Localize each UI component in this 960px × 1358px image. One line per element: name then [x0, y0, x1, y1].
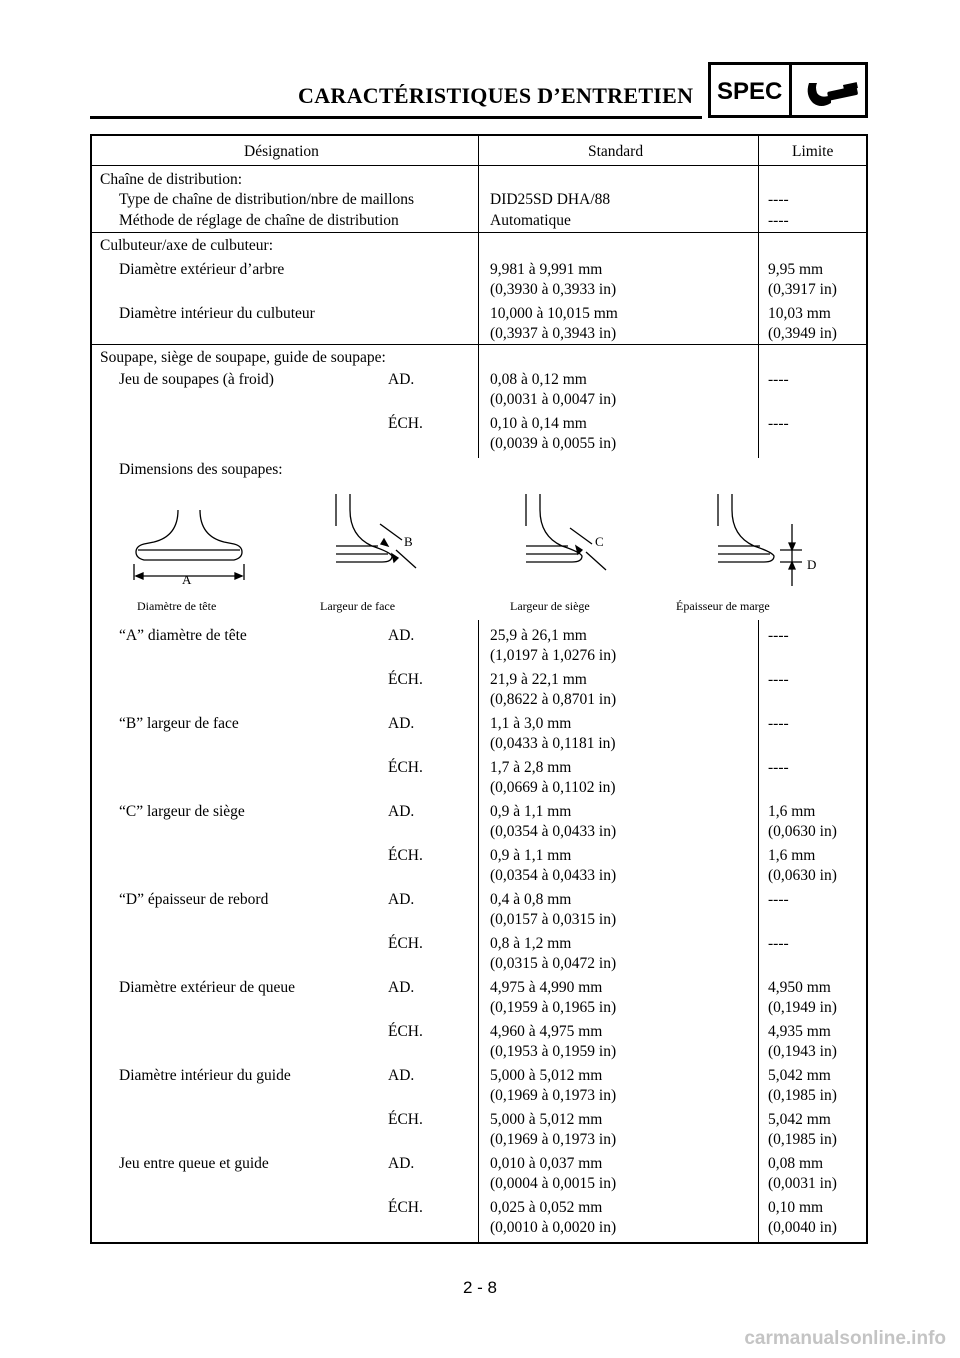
header-rule — [92, 165, 866, 166]
limit-value: 4,935 mm — [768, 1023, 831, 1040]
limit-value: ---- — [768, 627, 789, 644]
standard-value: 21,9 à 22,1 mm — [490, 671, 587, 688]
standard-value: 5,000 à 5,012 mm — [490, 1111, 603, 1128]
standard-value: 0,9 à 1,1 mm — [490, 847, 572, 864]
standard-value-inch: (0,0669 à 0,1102 in) — [490, 779, 616, 796]
row-label: Diamètre intérieur du guide — [119, 1067, 291, 1084]
column-header: Limite — [792, 143, 834, 160]
column-divider — [758, 620, 759, 1244]
title-rule — [90, 116, 702, 119]
section-heading: Soupape, siège de soupape, guide de soupape: — [100, 349, 386, 366]
limit-value: ---- — [768, 371, 789, 388]
valve-side: ÉCH. — [388, 1023, 423, 1040]
row-label: “A” diamètre de tête — [119, 627, 247, 644]
standard-value: 1,7 à 2,8 mm — [490, 759, 572, 776]
limit-value: 1,6 mm — [768, 847, 816, 864]
limit-value-inch: (0,3917 in) — [768, 281, 837, 298]
standard-value-inch: (0,3937 à 0,3943 in) — [490, 325, 617, 342]
standard-value-inch: (0,0354 à 0,0433 in) — [490, 867, 617, 884]
limit-value: ---- — [768, 891, 789, 908]
valve-side: AD. — [388, 627, 415, 644]
section-rule — [92, 232, 866, 233]
watermark: carmanualsonline.info — [744, 1328, 946, 1349]
valve-side: AD. — [388, 979, 415, 996]
valve-side: ÉCH. — [388, 759, 423, 776]
section-rule — [92, 344, 866, 345]
diagram-letter: B — [404, 534, 413, 549]
limit-value-inch: (0,1985 in) — [768, 1087, 837, 1104]
limit-value-inch: (0,0630 in) — [768, 823, 837, 840]
page-number: 2 - 8 — [462, 1278, 498, 1297]
row-label: “B” largeur de face — [119, 715, 239, 732]
valve-side: AD. — [388, 891, 415, 908]
limit-value: ---- — [768, 935, 789, 952]
standard-value: 10,000 à 10,015 mm — [490, 305, 618, 322]
limit-value: 9,95 mm — [768, 261, 824, 278]
spec-table — [90, 134, 868, 1244]
standard-value-inch: (0,1953 à 0,1959 in) — [490, 1043, 617, 1060]
standard-value-inch: (1,0197 à 1,0276 in) — [490, 647, 617, 664]
limit-value-inch: (0,1949 in) — [768, 999, 837, 1016]
row-label: Diamètre intérieur du culbuteur — [119, 305, 315, 322]
row-label: Méthode de réglage de chaîne de distribution — [119, 212, 399, 229]
row-label: Diamètre extérieur d’arbre — [119, 261, 285, 278]
column-header: Standard — [588, 143, 644, 160]
standard-value-inch: (0,0433 à 0,1181 in) — [490, 735, 616, 752]
standard-value-inch: (0,8622 à 0,8701 in) — [490, 691, 617, 708]
wrench-icon — [799, 73, 861, 113]
diagram-caption: Diamètre de tête — [137, 599, 217, 613]
diagram-letter: A — [182, 572, 192, 587]
spec-badge-text: SPEC — [717, 78, 783, 105]
limit-value-inch: (0,3949 in) — [768, 325, 837, 342]
limit-value-inch: (0,0630 in) — [768, 867, 837, 884]
limit-value-inch: (0,0040 in) — [768, 1219, 837, 1236]
limit-value: 10,03 mm — [768, 305, 831, 322]
standard-value: 4,975 à 4,990 mm — [490, 979, 603, 996]
spec-badge — [708, 62, 868, 118]
limit-value-inch: (0,0031 in) — [768, 1175, 837, 1192]
standard-value-inch: (0,3930 à 0,3933 in) — [490, 281, 617, 298]
valve-side: AD. — [388, 371, 415, 388]
diagram-caption: Largeur de siège — [510, 599, 590, 613]
standard-value-inch: (0,1969 à 0,1973 in) — [490, 1131, 617, 1148]
row-label: Dimensions des soupapes: — [119, 461, 283, 478]
standard-value: 0,025 à 0,052 mm — [490, 1199, 603, 1216]
valve-side: ÉCH. — [388, 415, 423, 432]
diagram-letter: D — [807, 557, 817, 572]
standard-value: 5,000 à 5,012 mm — [490, 1067, 603, 1084]
standard-value: 0,4 à 0,8 mm — [490, 891, 572, 908]
diagram-letter: C — [595, 534, 604, 549]
row-label: “C” largeur de siège — [119, 803, 245, 820]
limit-value: ---- — [768, 671, 789, 688]
column-divider — [478, 136, 479, 458]
standard-value: 4,960 à 4,975 mm — [490, 1023, 603, 1040]
standard-value: 0,8 à 1,2 mm — [490, 935, 572, 952]
section-heading: Chaîne de distribution: — [100, 171, 243, 188]
valve-side: AD. — [388, 1155, 415, 1172]
standard-value-inch: (0,0039 à 0,0055 in) — [490, 435, 617, 452]
diagram-caption: Largeur de face — [320, 599, 396, 613]
limit-value-inch: (0,1943 in) — [768, 1043, 837, 1060]
standard-value: 1,1 à 3,0 mm — [490, 715, 572, 732]
limit-value: ---- — [768, 191, 789, 208]
standard-value: 25,9 à 26,1 mm — [490, 627, 587, 644]
valve-side: ÉCH. — [388, 1111, 423, 1128]
standard-value: 0,10 à 0,14 mm — [490, 415, 587, 432]
column-divider — [478, 620, 479, 1244]
row-label: “D” épaisseur de rebord — [119, 891, 269, 908]
valve-side: ÉCH. — [388, 935, 423, 952]
standard-value: Automatique — [490, 212, 571, 229]
column-divider — [758, 136, 759, 458]
row-label: Diamètre extérieur de queue — [119, 979, 296, 996]
valve-side: AD. — [388, 715, 415, 732]
limit-value: ---- — [768, 759, 789, 776]
valve-side: AD. — [388, 803, 415, 820]
standard-value: 9,981 à 9,991 mm — [490, 261, 603, 278]
standard-value-inch: (0,0004 à 0,0015 in) — [490, 1175, 617, 1192]
standard-value: 0,9 à 1,1 mm — [490, 803, 572, 820]
standard-value: 0,010 à 0,037 mm — [490, 1155, 603, 1172]
standard-value-inch: (0,0157 à 0,0315 in) — [490, 911, 617, 928]
limit-value: 0,08 mm — [768, 1155, 824, 1172]
limit-value: 1,6 mm — [768, 803, 816, 820]
limit-value: 5,042 mm — [768, 1067, 831, 1084]
standard-value-inch: (0,0031 à 0,0047 in) — [490, 391, 617, 408]
valve-side: ÉCH. — [388, 847, 423, 864]
row-label: Jeu de soupapes (à froid) — [119, 371, 274, 388]
limit-value: 4,950 mm — [768, 979, 831, 996]
limit-value-inch: (0,1985 in) — [768, 1131, 837, 1148]
limit-value: 0,10 mm — [768, 1199, 824, 1216]
valve-side: ÉCH. — [388, 671, 423, 688]
valve-side: ÉCH. — [388, 1199, 423, 1216]
column-header: Désignation — [244, 143, 319, 160]
standard-value: DID25SD DHA/88 — [490, 191, 611, 208]
section-heading: Culbuteur/axe de culbuteur: — [100, 237, 274, 254]
valve-side: AD. — [388, 1067, 415, 1084]
standard-value-inch: (0,0354 à 0,0433 in) — [490, 823, 617, 840]
standard-value-inch: (0,0315 à 0,0472 in) — [490, 955, 617, 972]
page-title: CARACTÉRISTIQUES D’ENTRETIEN — [298, 83, 694, 108]
row-label: Jeu entre queue et guide — [119, 1155, 269, 1172]
limit-value: ---- — [768, 212, 789, 229]
standard-value: 0,08 à 0,12 mm — [490, 371, 587, 388]
diagram-caption: Épaisseur de marge — [676, 599, 770, 613]
standard-value-inch: (0,1959 à 0,1965 in) — [490, 999, 617, 1016]
standard-value-inch: (0,0010 à 0,0020 in) — [490, 1219, 617, 1236]
limit-value: ---- — [768, 415, 789, 432]
limit-value: ---- — [768, 715, 789, 732]
row-label: Type de chaîne de distribution/nbre de maillons — [119, 191, 415, 208]
badge-divider — [789, 65, 792, 115]
limit-value: 5,042 mm — [768, 1111, 831, 1128]
standard-value-inch: (0,1969 à 0,1973 in) — [490, 1087, 617, 1104]
